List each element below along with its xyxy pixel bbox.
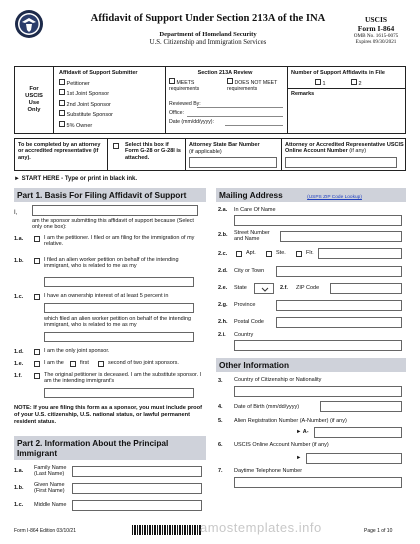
agency-name: U.S. Citizenship and Immigration Services bbox=[149, 39, 267, 46]
street-input[interactable] bbox=[280, 231, 402, 242]
apt-label: Apt. bbox=[246, 250, 256, 256]
zip-input[interactable] bbox=[330, 283, 402, 294]
p2-1c-label: Middle Name bbox=[34, 502, 67, 508]
state-label: State bbox=[234, 285, 247, 291]
remarks-label: Remarks bbox=[291, 91, 315, 97]
item-1e-second-label: second of two joint sponsors. bbox=[108, 360, 179, 366]
p2-1b-num: 1.b. bbox=[14, 485, 24, 491]
item-1f-checkbox[interactable] bbox=[34, 373, 40, 379]
sponsor-i-label: I, bbox=[14, 210, 18, 216]
account-title: Attorney or Accredited Representative USCIS Online Account Number (if any) bbox=[285, 142, 404, 155]
item-1b-checkbox[interactable] bbox=[34, 258, 40, 264]
postal-input[interactable] bbox=[276, 317, 402, 328]
part2-title: Part 2. Information About the Principal Immigrant bbox=[14, 436, 206, 460]
barcode bbox=[132, 525, 202, 535]
flr-checkbox[interactable] bbox=[296, 251, 302, 257]
postal-label: Postal Code bbox=[234, 319, 264, 325]
item-1d-checkbox[interactable] bbox=[34, 349, 40, 355]
bar-number-title: Attorney State Bar Number bbox=[189, 142, 260, 148]
in-care-input[interactable] bbox=[234, 215, 402, 226]
page-number: Page 1 of 10 bbox=[364, 528, 393, 534]
account-input[interactable] bbox=[285, 157, 397, 168]
item-1e-first-label: first bbox=[80, 360, 89, 366]
phone-label: Daytime Telephone Number bbox=[234, 468, 303, 474]
item-1e-checkbox[interactable] bbox=[34, 361, 40, 367]
other-3-num: 3. bbox=[218, 378, 223, 384]
family-name-input[interactable] bbox=[72, 466, 202, 477]
count-option-1[interactable]: 1 bbox=[315, 79, 326, 87]
phone-input[interactable] bbox=[234, 477, 402, 488]
item-1d-text: I am the only joint sponsor. bbox=[44, 348, 110, 354]
item-1b-relation-input[interactable] bbox=[44, 277, 194, 287]
item-1c-company-input[interactable] bbox=[44, 303, 194, 313]
citizenship-label: Country of Citizenship or Nationality bbox=[234, 377, 322, 383]
submitter-title: Affidavit of Support Submitter bbox=[59, 70, 138, 76]
zip-label: ZIP Code bbox=[296, 285, 320, 291]
a-number-label: Alien Registration Number (A-Number) (if any) bbox=[234, 418, 347, 424]
submitter-option[interactable]: Substitute Sponsor bbox=[59, 110, 113, 118]
submitter-option[interactable]: 5% Owner bbox=[59, 121, 113, 129]
addr-2i-num: 2.i. bbox=[218, 332, 226, 338]
sponsor-name-input[interactable] bbox=[32, 205, 198, 216]
item-1b-text: I filed an alien worker petition on behalf of the intending immigrant, who is related to me as my bbox=[44, 257, 179, 270]
g28-checkbox[interactable] bbox=[113, 143, 119, 149]
ste-checkbox[interactable] bbox=[266, 251, 272, 257]
affidavit-count-title: Number of Support Affidavits in File bbox=[291, 70, 385, 76]
other-4-num: 4. bbox=[218, 404, 223, 410]
addr-2d-num: 2.d. bbox=[218, 268, 228, 274]
city-input[interactable] bbox=[276, 266, 402, 277]
dob-label: Date of Birth (mm/dd/yyyy) bbox=[234, 404, 300, 410]
flr-label: Flr. bbox=[306, 250, 314, 256]
form-number: Form I-864 bbox=[357, 24, 395, 33]
p2-1b-label: Given Name (First Name) bbox=[34, 482, 65, 495]
item-1f-relation-input[interactable] bbox=[44, 388, 194, 398]
addr-2a-num: 2.a. bbox=[218, 207, 228, 213]
other-7-num: 7. bbox=[218, 468, 223, 474]
submitter-option[interactable]: Petitioner bbox=[59, 79, 113, 87]
state-select[interactable] bbox=[254, 283, 274, 294]
g28-label: Select this box if Form G-28 or G-28I is attached. bbox=[125, 142, 181, 161]
item-1e-num: 1.e. bbox=[14, 361, 24, 367]
uscis-use-box bbox=[14, 66, 406, 134]
unit-input[interactable] bbox=[318, 248, 402, 259]
item-1c-checkbox[interactable] bbox=[34, 294, 40, 300]
p2-1a-num: 1.a. bbox=[14, 468, 24, 474]
in-care-label: In Care Of Name bbox=[234, 207, 276, 213]
addr-2g-num: 2.g. bbox=[218, 302, 228, 308]
given-name-input[interactable] bbox=[72, 483, 202, 494]
footer-edition: Form I-864 Edition 03/10/21 bbox=[14, 528, 76, 534]
part1-title: Part 1. Basis For Filing Affidavit of Support bbox=[14, 188, 206, 202]
item-1c-continued: which filed an alien worker petition on behalf of the intending immigrant, who is related to me as my bbox=[44, 316, 192, 329]
item-1f-num: 1.f. bbox=[14, 373, 22, 379]
country-label: Country bbox=[234, 332, 254, 338]
item-1c-text: I have an ownership interest of at least 5 percent in bbox=[44, 293, 169, 299]
a-number-input[interactable] bbox=[314, 427, 402, 438]
part1-note: NOTE: If you are filing this form as a sponsor, you must include proof of your U.S. citizenship, U.S. national status, or lawful permanent resident status. bbox=[14, 405, 203, 425]
item-1e-second-checkbox[interactable] bbox=[98, 361, 104, 367]
p2-1a-label: Family Name (Last Name) bbox=[34, 465, 67, 478]
middle-name-input[interactable] bbox=[72, 500, 202, 511]
form-title: Affidavit of Support Under Section 213A of the INA bbox=[90, 13, 326, 24]
other-5-num: 5. bbox=[218, 418, 223, 424]
item-1e-first-checkbox[interactable] bbox=[70, 361, 76, 367]
uscis-use-label: For USCIS Use Only bbox=[25, 86, 43, 113]
submitter-options bbox=[59, 79, 113, 129]
item-1a-text: I am the petitioner. I filed or am filing for the immigration of my relative. bbox=[44, 235, 195, 248]
addr-2f-num: 2.f. bbox=[280, 285, 288, 291]
review-title: Section 213A Review bbox=[197, 70, 253, 76]
item-1f-text: The original petitioner is deceased. I am the substitute sponsor. I am the intending immigrant's bbox=[44, 372, 202, 385]
submitter-option[interactable]: 2nd Joint Sponsor bbox=[59, 100, 113, 108]
online-account-label: USCIS Online Account Number (if any) bbox=[234, 442, 329, 448]
attorney-note: To be completed by an attorney or accredited representative (if any). bbox=[18, 142, 101, 161]
mailing-title: Mailing Address (USPS ZIP Code Lookup) bbox=[216, 188, 406, 202]
dept-name: Department of Homeland Security bbox=[159, 31, 257, 38]
bar-number-input[interactable] bbox=[189, 157, 277, 168]
dhs-seal bbox=[14, 9, 44, 39]
p2-1c-num: 1.c. bbox=[14, 502, 24, 508]
item-1c-num: 1.c. bbox=[14, 294, 24, 300]
item-1b-num: 1.b. bbox=[14, 258, 24, 264]
usps-link[interactable]: (USPS ZIP Code Lookup) bbox=[307, 195, 362, 200]
not-meet-option[interactable]: DOES NOT MEET requirements bbox=[227, 80, 278, 93]
item-1a-num: 1.a. bbox=[14, 236, 24, 242]
online-account-arrow: ► bbox=[296, 455, 302, 461]
addr-2h-num: 2.h. bbox=[218, 319, 228, 325]
dob-input[interactable] bbox=[320, 401, 402, 412]
province-label: Province bbox=[234, 302, 256, 308]
item-1a-checkbox[interactable] bbox=[34, 236, 40, 242]
submitter-option[interactable]: 1st Joint Sponsor bbox=[59, 89, 113, 97]
online-account-input[interactable] bbox=[306, 453, 402, 464]
apt-checkbox[interactable] bbox=[236, 251, 242, 257]
addr-2b-num: 2.b. bbox=[218, 232, 228, 238]
date-label: Date (mm/dd/yyyy): bbox=[169, 119, 214, 125]
addr-2c-num: 2.c. bbox=[218, 251, 228, 257]
omb-number: OMB No. 1615-0075 bbox=[353, 33, 399, 39]
watermark: amostemplates.info bbox=[200, 520, 322, 535]
street-label: Street Number and Name bbox=[234, 230, 270, 243]
sponsor-note: am the sponsor submitting this affidavit of support because (Select only one box): bbox=[32, 218, 194, 231]
addr-2e-num: 2.e. bbox=[218, 285, 228, 291]
citizenship-input[interactable] bbox=[234, 386, 402, 397]
agency-code: USCIS bbox=[364, 15, 388, 24]
country-input[interactable] bbox=[234, 340, 402, 351]
start-here: ► START HERE - Type or print in black ink. bbox=[14, 176, 138, 182]
item-1d-num: 1.d. bbox=[14, 349, 24, 355]
ste-label: Ste. bbox=[276, 250, 286, 256]
other-6-num: 6. bbox=[218, 442, 223, 448]
meets-option[interactable]: MEETS requirements bbox=[169, 80, 200, 93]
item-1c-relation-input[interactable] bbox=[44, 332, 194, 342]
other-info-title: Other Information bbox=[216, 358, 406, 372]
expiration: Expires 09/30/2021 bbox=[355, 39, 397, 45]
bar-number-sub: (if applicable) bbox=[189, 149, 222, 155]
attorney-box bbox=[14, 138, 406, 171]
reviewed-by: Reviewed By: bbox=[169, 101, 201, 107]
office-label: Office: bbox=[169, 110, 184, 116]
a-number-prefix: ► A- bbox=[296, 429, 309, 435]
count-option-2[interactable]: 2 bbox=[351, 79, 362, 87]
city-label: City or Town bbox=[234, 268, 265, 274]
item-1e-text: I am the bbox=[44, 360, 64, 366]
province-input[interactable] bbox=[276, 300, 402, 311]
